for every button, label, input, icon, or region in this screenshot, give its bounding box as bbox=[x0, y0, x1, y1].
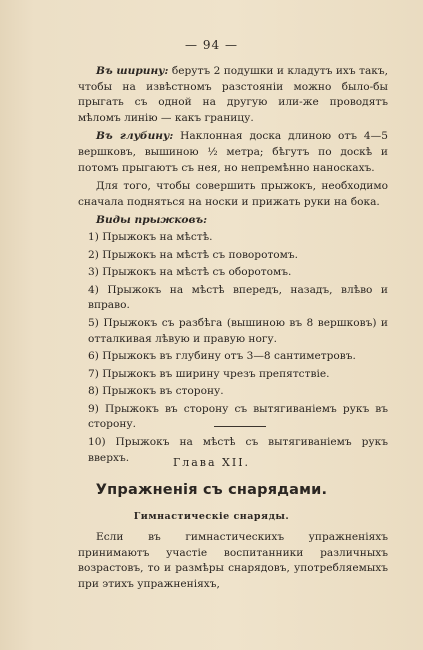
list-item: 4) Прыжокъ на мѣстѣ впередъ, назадъ, влѣво и вправо. bbox=[88, 283, 388, 312]
list-item: 10) Прыжокъ на мѣстѣ съ вытягиваніемъ рукъ вверхъ. bbox=[88, 436, 388, 464]
paragraph-lead: Въ ширину: bbox=[96, 65, 169, 77]
chapter-label: Глава XII. bbox=[172, 456, 251, 469]
paragraph-width bbox=[78, 64, 388, 126]
list-item: 1) Прыжокъ на мѣстѣ. bbox=[88, 230, 213, 243]
list-item: 3) Прыжокъ на мѣстѣ съ оборотомъ. bbox=[88, 266, 292, 279]
list-item: 7) Прыжокъ въ ширину чрезъ препятствіе. bbox=[88, 367, 330, 380]
chapter-text bbox=[78, 530, 388, 592]
paragraph-text: Наклонная доска длиною отъ 4—5 вершковъ, вышиною ½ метра; бѣгутъ по доскѣ и потомъ прыгаютъ съ нея, но непремѣнно наноскахъ. bbox=[78, 130, 389, 174]
page-number: — 94 — bbox=[185, 38, 238, 52]
paragraph-text: Если въ гимнастическихъ упражненіяхъ принимаютъ участіе воспитанники различныхъ возрастовъ, то и размѣры снарядовъ, употребляемыхъ при этихъ упражненіяхъ, bbox=[78, 531, 388, 590]
list-item: 5) Прыжокъ съ разбѣга (вышиною въ 8 вершковъ) и отталкивая лѣвую и правую ногу. bbox=[88, 316, 388, 345]
section-divider bbox=[214, 426, 266, 427]
paragraph-depth bbox=[78, 129, 388, 176]
jumps-heading: Виды прыжковъ: bbox=[96, 214, 208, 227]
jumps-list bbox=[78, 230, 388, 466]
list-item: 2) Прыжокъ на мѣстѣ съ поворотомъ. bbox=[88, 248, 299, 261]
paragraph-note: Для того, чтобы совершить прыжокъ, необходимо сначала подняться на носки и прижать руки на бока. bbox=[78, 180, 388, 208]
list-item: 8) Прыжокъ въ сторону. bbox=[88, 385, 224, 398]
chapter-title: Упражненія съ снарядами. bbox=[95, 482, 328, 498]
list-item: 6) Прыжокъ въ глубину отъ 3—8 сантиметровъ. bbox=[88, 350, 356, 363]
chapter-subtitle: Гимнастическіе снаряды. bbox=[133, 511, 290, 522]
paragraph-lead: Въ глубину: bbox=[96, 130, 174, 143]
main-text bbox=[78, 64, 388, 468]
paragraph-text: берутъ 2 подушки и кладутъ ихъ такъ, чтобы на извѣстномъ разстояніи можно было-бы прыгать съ одной на другую или-же проводятъ мѣломъ линію — какъ границу. bbox=[78, 65, 388, 124]
list-item: 9) Прыжокъ въ сторону съ вытягиваніемъ рукъ въ сторону. bbox=[88, 402, 388, 431]
